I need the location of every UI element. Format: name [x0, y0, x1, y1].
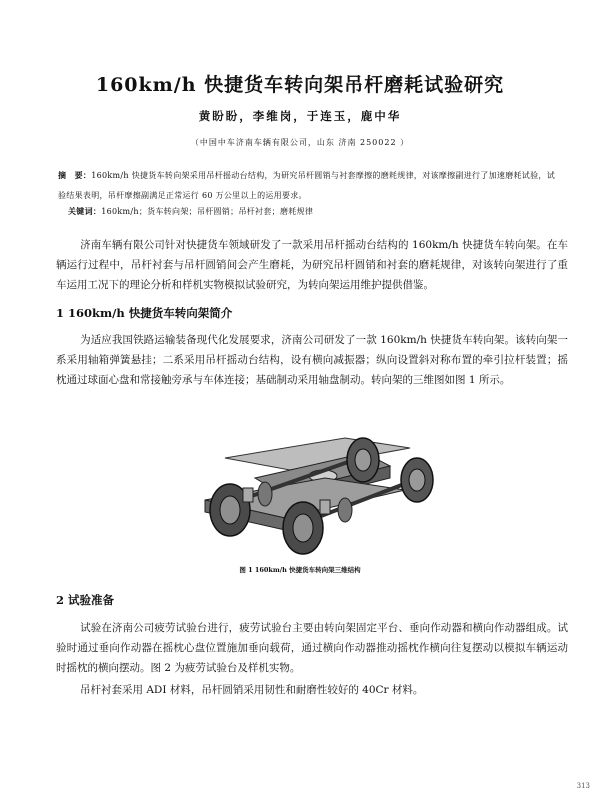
abstract-text: 160km/h 快捷货车转向架采用吊杆摇动台结构，为研究吊杆圆销与衬套摩擦的磨耗规律，对该摩擦副进行了加速磨耗试验，试验结果表明，吊杆摩擦副满足正常运行 60 万公里以上的运用要求。 [58, 171, 555, 200]
section1-text: 为适应我国铁路运输装备现代化发展要求，济南公司研发了一款 160km/h 快捷货车转向架。该转向架一系采用轴箱弹簧悬挂；二系采用吊杆摇动台结构，设有横向减振器；纵向设置斜对称布置的牵引拉杆装置；摇枕通过球面心盘和常接触旁承与车体连接；基础制动采用轴盘制动。转向架的三维图如图 1 所示。 [56, 334, 568, 386]
keywords-text: 160km/h；货车转向架；吊杆圆销；吊杆衬套；磨耗规律 [101, 207, 314, 216]
affiliation: （中国中车济南车辆有限公司，山东 济南 250022 ） [190, 138, 410, 147]
keywords-label: 关键词： [68, 206, 102, 216]
section2-paragraph-2 [56, 680, 568, 700]
author-list: 黄盼盼，李维岗，于连玉，鹿中华 [198, 109, 402, 123]
section2-text-1: 试验在济南公司疲劳试验台进行，疲劳试验台主要由转向架固定平台、垂向作动器和横向作动器组成。试验时通过垂向作动器在摇枕心盘位置施加垂向载荷，通过横向作动器推动摇枕作横向往复摆动以模拟车辆运动时摇枕的横向摆动。图 2 为疲劳试验台及样机实物。 [56, 622, 568, 674]
figure1-caption: 图 1 160km/h 快捷货车转向架三维结构 [239, 566, 361, 574]
section2-text-2: 吊杆衬套采用 ADI 材料，吊杆圆销采用韧性和耐磨性较好的 40Cr 材料。 [80, 684, 424, 696]
bogie-3d-figure [195, 418, 435, 558]
intro-text: 济南车辆有限公司针对快捷货车领域研发了一款采用吊杆摇动台结构的 160km/h 快捷货车转向架。在车辆运行过程中，吊杆衬套与吊杆圆销间会产生磨耗，为研究吊杆圆销和衬套的磨耗规律，对该转向架进行了重车运用工况下的理论分析和样机实物模拟试验研究，为转向架运用维护提供借鉴。 [56, 239, 568, 291]
abstract-label: 摘 要： [58, 170, 92, 180]
bogie-drawing [195, 418, 435, 558]
section2-paragraph-1 [56, 618, 568, 678]
abstract [58, 165, 563, 206]
paper-title: 160km/h 快捷货车转向架吊杆磨耗试验研究 [95, 74, 505, 96]
section1-paragraph [56, 330, 568, 390]
section2-heading: 2 试验准备 [56, 593, 115, 607]
keywords [68, 206, 563, 217]
page-number: 313 [576, 782, 590, 790]
intro-paragraph [56, 235, 568, 295]
section1-heading: 1 160km/h 快捷货车转向架简介 [56, 306, 233, 320]
